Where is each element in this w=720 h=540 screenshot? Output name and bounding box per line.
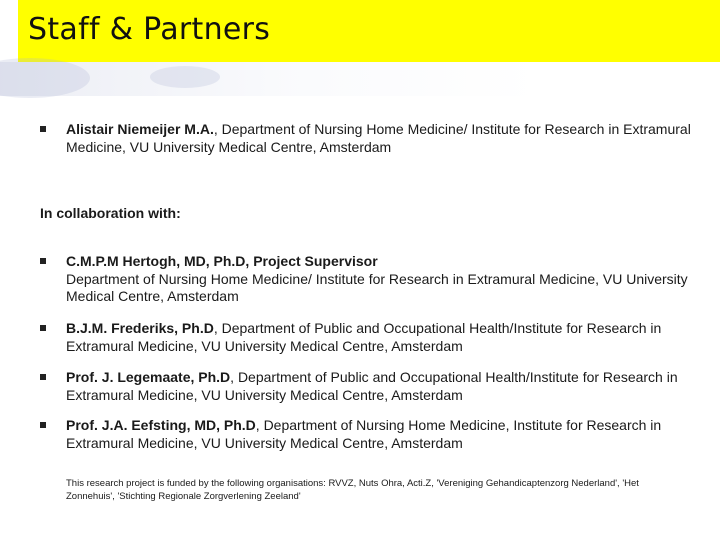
decorative-band: [0, 62, 720, 96]
partner-detail: , Department of Public and Occupational Health/Institute for Research in Extramural Medicine, VU University Medical Centre, Amsterdam: [66, 320, 662, 354]
partner-detail: , Department of Nursing Home Medicine, Institute for Research in Extramural Medicine, VU University Medical Centre, Amsterdam: [66, 417, 662, 451]
decorative-shape: [150, 66, 220, 88]
funding-note: This research project is funded by the following organisations: RVVZ, Nuts Ohra, Acti.Z, 'Vereniging Gehandicaptenzorg Nederland', 'Het Zonnehuis', 'Stichting Regionale Zorgverlening Zeeland': [66, 478, 639, 502]
partner-name: B.J.M. Frederiks, Ph.D: [66, 320, 214, 336]
bullet-icon: [40, 422, 46, 428]
partner-name: Prof. J.A. Eefsting, MD, Ph.D: [66, 417, 256, 433]
partner-name: C.M.P.M Hertogh, MD, Ph.D, Project Supervisor: [66, 253, 378, 269]
partner-item: [66, 320, 696, 355]
page-title: Staff & Partners: [28, 12, 271, 47]
lead-researcher: [66, 121, 696, 156]
bullet-icon: [40, 325, 46, 331]
bullet-icon: [40, 258, 46, 264]
partner-item: [66, 253, 696, 306]
partner-detail: Department of Nursing Home Medicine/ Institute for Research in Extramural Medicine, VU University Medical Centre, Amsterdam: [66, 270, 688, 304]
lead-name: Alistair Niemeijer M.A.: [66, 121, 214, 137]
partner-name: Prof. J. Legemaate, Ph.D: [66, 369, 231, 385]
partner-item: [66, 369, 696, 404]
collaboration-heading: In collaboration with:: [40, 205, 181, 221]
partner-item: [66, 417, 696, 452]
partner-detail: , Department of Public and Occupational Health/Institute for Research in Extramural Medicine, VU University Medical Centre, Amsterdam: [66, 369, 678, 403]
bullet-icon: [40, 374, 46, 380]
lead-detail: , Department of Nursing Home Medicine/ Institute for Research in Extramural Medicine, VU University Medical Centre, Amsterdam: [66, 121, 691, 155]
bullet-icon: [40, 126, 46, 132]
